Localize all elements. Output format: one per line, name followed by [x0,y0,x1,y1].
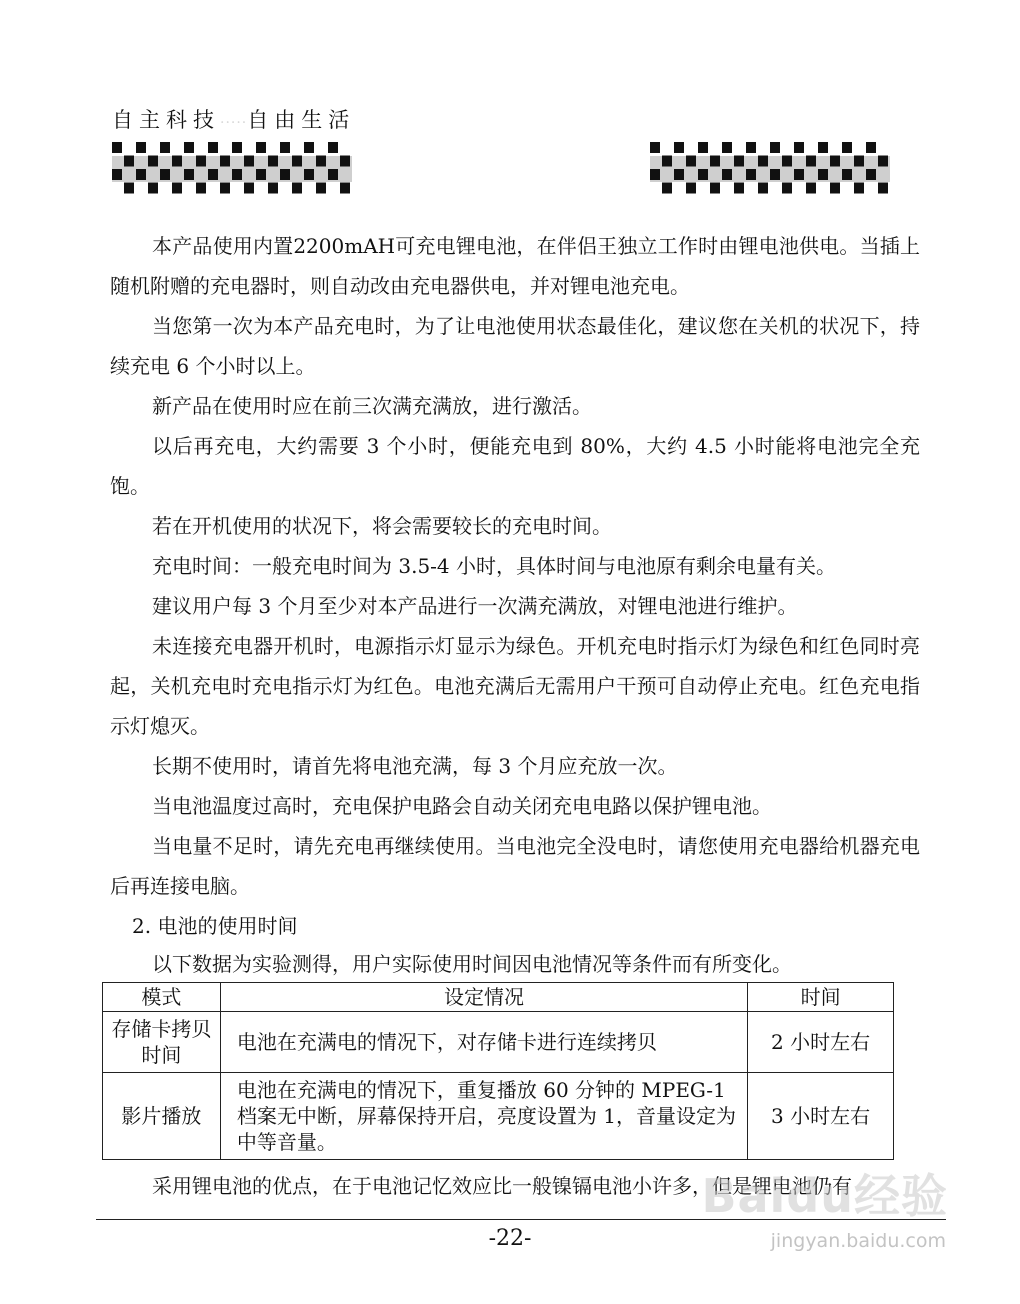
paragraph: 本产品使用内置2200mAH可充电锂电池，在伴侣王独立工作时由锂电池供电。当插上随机附赠的充电器时，则自动改由充电器供电，并对锂电池充电。 [110,234,920,298]
paragraph: 采用锂电池的优点，在于电池记忆效应比一般镍镉电池小许多，但是锂电池仍有 [152,1174,852,1198]
cell-mode: 影片播放 [103,1073,221,1160]
checker-square [112,142,122,153]
checker-square [304,169,314,180]
checker-square [710,183,720,194]
checker-square [268,156,278,167]
paragraph: 当电池温度过高时，充电保护电路会自动关闭充电电路以保护锂电池。 [152,794,772,818]
paragraph: 建议用户每 3 个月至少对本产品进行一次满充满放，对锂电池进行维护。 [152,594,798,618]
checker-square [818,142,828,153]
slogan-left: 自主科技 [112,108,220,132]
checker-square [734,156,744,167]
checker-square [794,169,804,180]
checker-square [794,142,804,153]
checker-square [842,142,852,153]
checker-square [244,156,254,167]
checker-square [770,169,780,180]
checker-square [268,183,278,194]
checker-square [208,169,218,180]
checker-square [244,183,254,194]
checker-square [328,142,338,153]
table-row [103,1073,894,1160]
cell-time: 2 小时左右 [748,1012,894,1073]
checker-square [280,142,290,153]
checker-square [160,142,170,153]
checker-square [340,156,350,167]
checker-square [172,156,182,167]
cell-setting: 电池在充满电的情况下，重复播放 60 分钟的 MPEG-1 档案无中断，屏幕保持开启，亮度设置为 1，音量设定为中等音量。 [220,1073,747,1160]
section-title: 2. 电池的使用时间 [132,914,298,938]
checker-square [220,183,230,194]
checker-square [770,142,780,153]
paragraph: 当电量不足时，请先充电再继续使用。当电池完全没电时，请您使用充电器给机器充电后再连接电脑。 [110,834,920,898]
watermark-logo: Baidu经验 [701,1169,948,1223]
checker-square [184,169,194,180]
cell-mode: 存储卡拷贝时间 [103,1012,221,1073]
checker-square [124,183,134,194]
checker-square [734,183,744,194]
checker-square [148,183,158,194]
table-intro: 以下数据为实验测得，用户实际使用时间因电池情况等条件而有所变化。 [152,952,792,976]
checker-square [208,142,218,153]
slogan-right: 自由生活 [247,108,356,132]
checker-square [674,169,684,180]
document-body [110,226,920,1206]
watermark-url: jingyan.baidu.com [770,1230,946,1252]
checker-decoration-right [650,142,890,196]
footer-divider [96,1219,946,1220]
checker-square [746,169,756,180]
checker-square [136,142,146,153]
checker-square [184,142,194,153]
paragraph: 长期不使用时，请首先将电池充满，每 3 个月应充放一次。 [152,754,678,778]
checker-square [830,156,840,167]
checker-square [232,169,242,180]
table-row [103,1012,894,1073]
checker-square [758,156,768,167]
checker-square [650,142,660,153]
checker-square [650,169,660,180]
paragraph: 以后再充电，大约需要 3 个小时，便能充电到 80%，大约 4.5 小时能将电池完全充饱。 [110,434,920,498]
checker-square [878,156,888,167]
checker-square [746,142,756,153]
checker-square [292,183,302,194]
checker-square [830,183,840,194]
checker-square [806,183,816,194]
checker-square [256,142,266,153]
checker-square [662,156,672,167]
paragraph: 当您第一次为本产品充电时，为了让电池使用状态最佳化，建议您在关机的状况下，持续充电 6 个小时以上。 [110,314,920,378]
checker-square [124,156,134,167]
checker-square [256,169,266,180]
checker-decoration-left [112,142,352,196]
checker-square [698,169,708,180]
checker-square [722,142,732,153]
cell-setting: 电池在充满电的情况下，对存储卡进行连续拷贝 [220,1012,747,1073]
paragraph: 若在开机使用的状况下，将会需要较长的充电时间。 [152,514,612,538]
checker-square [782,156,792,167]
page-number: -22- [488,1226,532,1251]
checker-square [722,169,732,180]
checker-square [232,142,242,153]
paragraph: 充电时间：一般充电时间为 3.5-4 小时，具体时间与电池原有剩余电量有关。 [152,554,837,578]
checker-square [280,169,290,180]
checker-square [112,169,122,180]
checker-square [148,156,158,167]
checker-square [304,142,314,153]
checker-square [340,183,350,194]
checker-square [758,183,768,194]
paragraph: 未连接充电器开机时，电源指示灯显示为绿色。开机充电时指示灯为绿色和红色同时亮起，关机充电时充电指示灯为红色。电池充满后无需用户干预可自动停止充电。红色充电指示灯熄灭。 [110,634,920,738]
header-time: 时间 [748,983,894,1012]
header-mode: 模式 [103,983,221,1012]
checker-square [686,156,696,167]
cell-time: 3 小时左右 [748,1073,894,1160]
battery-usage-table [102,982,894,1160]
checker-square [854,156,864,167]
checker-square [220,156,230,167]
checker-square [196,183,206,194]
checker-square [698,142,708,153]
checker-square [686,183,696,194]
table-header-row [103,983,894,1012]
header-slogan [112,104,355,134]
checker-square [328,169,338,180]
slogan-separator: ····· [220,115,248,131]
checker-square [172,183,182,194]
checker-square [866,142,876,153]
checker-square [136,169,146,180]
checker-square [818,169,828,180]
checker-square [710,156,720,167]
checker-square [316,156,326,167]
checker-square [806,156,816,167]
checker-square [842,169,852,180]
checker-square [160,169,170,180]
header-setting: 设定情况 [220,983,747,1012]
checker-square [674,142,684,153]
checker-square [878,183,888,194]
checker-square [292,156,302,167]
checker-square [782,183,792,194]
paragraph: 新产品在使用时应在前三次满充满放，进行激活。 [152,394,592,418]
checker-square [196,156,206,167]
checker-square [866,169,876,180]
checker-square [316,183,326,194]
checker-square [662,183,672,194]
checker-square [854,183,864,194]
